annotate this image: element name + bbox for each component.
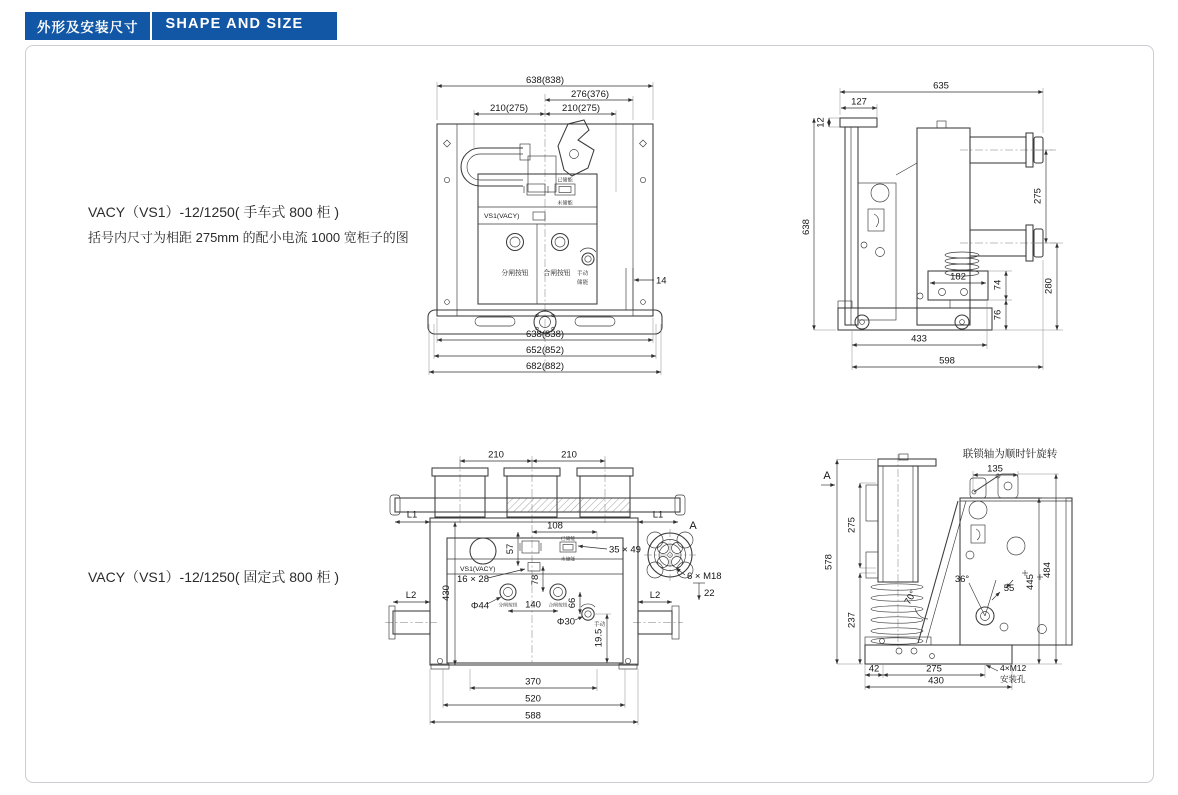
dim-445: 445 [1025, 574, 1036, 590]
dim-bottom-638: 638(838) [525, 329, 565, 340]
dim-l1-left: L1 [406, 509, 418, 521]
truck-type-note: 括号内尺寸为相距 275mm 的配小电流 1000 宽柜子的图 [88, 230, 409, 245]
dim-55: 55 [1003, 583, 1015, 594]
dim-578: 578 [823, 554, 835, 570]
dim-phi30: Φ30 [556, 616, 576, 628]
dim-66: 66 [567, 597, 578, 609]
dim-588: 588 [525, 710, 541, 722]
dim-210-left: 210(275) [489, 103, 529, 114]
open-button [507, 234, 524, 251]
mechanism-box [858, 183, 896, 320]
drawing-fixed-front [385, 435, 755, 735]
close-button [552, 234, 569, 251]
dim-42: 42 [868, 663, 880, 675]
dim-top-638: 638(838) [525, 75, 565, 86]
drawing-truck-front [420, 72, 690, 382]
mounting-holes-label: 安装孔 [1000, 674, 1026, 684]
dim-598: 598 [939, 355, 955, 367]
open-button [500, 584, 516, 600]
dim-638: 638 [801, 219, 812, 235]
lift-handle-left [475, 317, 515, 326]
dim-74: 74 [992, 279, 1004, 291]
d2-dimensions-bottom [852, 260, 1043, 370]
dim-l2-right: L2 [649, 590, 661, 601]
dim-182: 182 [950, 271, 966, 283]
model-label: VS1(VACY) [484, 213, 520, 220]
spring-state-window [527, 184, 545, 195]
d1-front-panel [478, 174, 597, 304]
dim-bottom-682: 682(882) [525, 361, 565, 372]
drawing-fixed-side [820, 430, 1120, 710]
dim-78: 78 [530, 574, 541, 586]
d4-top [821, 447, 1058, 490]
d4-right-dimensions [1012, 474, 1066, 664]
dim-370: 370 [525, 676, 541, 688]
dim-135: 135 [987, 463, 1003, 475]
dim-520: 520 [525, 693, 541, 705]
interlock-hook [558, 120, 594, 176]
charge-indicator [555, 184, 575, 195]
dim-12: 12 [815, 117, 827, 128]
dim-210-right: 210 [561, 449, 577, 461]
truck-type-caption: VACY（VS1）-12/1250( 手车式 800 柜 ) [88, 204, 340, 220]
d3-cabinet [390, 495, 697, 665]
dim-484: 484 [1042, 562, 1053, 578]
dim-57: 57 [505, 543, 516, 555]
open-button-label: 分闸按钮 [501, 270, 529, 277]
dim-275-bottom: 275 [926, 663, 942, 675]
dim-36deg: 36° [954, 574, 970, 585]
wheel-rear [955, 315, 969, 329]
panel-top-cap [840, 118, 877, 127]
dim-433: 433 [911, 333, 927, 345]
dim-140: 140 [525, 599, 541, 611]
d4-body [865, 454, 1072, 664]
section-header [25, 12, 337, 40]
dim-280: 280 [1043, 278, 1055, 294]
dim-70deg: 70° [902, 588, 920, 607]
front-panel-edge [845, 127, 858, 325]
mounting-holes-spec: 4×M12 [1000, 663, 1027, 673]
d4-left-dimensions [824, 460, 877, 665]
dim-635: 635 [933, 80, 949, 92]
uncharged-label: 未储能 [557, 200, 573, 207]
manual-label-1: 手动 [577, 271, 589, 277]
dim-14: 14 [656, 275, 667, 287]
dim-430: 430 [928, 675, 944, 687]
d3-bottom-dimensions [430, 669, 638, 725]
d2-body [838, 118, 1056, 330]
dim-210-left: 210 [488, 449, 504, 461]
charged-label: 已储能 [560, 537, 576, 542]
fixed-type-caption: VACY（VS1）-12/1250( 固定式 800 柜 ) [88, 569, 340, 585]
d3-poles [432, 459, 633, 523]
manual-charge-knob [582, 608, 594, 620]
mechanism-housing [960, 498, 1072, 645]
dim-bottom-652: 652(852) [525, 345, 565, 356]
close-button [550, 584, 566, 600]
d3-front-panel [447, 521, 641, 664]
d2-dimensions-top [801, 81, 1043, 331]
dim-108: 108 [547, 520, 563, 532]
dim-127: 127 [851, 96, 867, 108]
dim-6xm18: 6 × M18 [687, 571, 722, 582]
model-label: VS1(VACY) [460, 566, 496, 573]
dim-430: 430 [441, 585, 452, 601]
dim-phi44: Φ44 [470, 600, 490, 612]
dim-16x28: 16 × 28 [457, 574, 489, 585]
d3-top-dimensions [460, 450, 605, 469]
dim-275: 275 [1032, 188, 1044, 204]
d1-base [428, 268, 667, 334]
dim-76: 76 [992, 309, 1004, 321]
lift-handle-right [575, 317, 615, 326]
manual-label-2: 储能 [577, 280, 589, 286]
dim-35x49: 35 × 49 [609, 544, 641, 556]
dim-22: 22 [704, 588, 715, 599]
uncharged-label: 未储能 [560, 557, 576, 563]
view-a-label: A [689, 520, 697, 532]
drawing-truck-side [800, 75, 1080, 375]
charge-indicator [560, 542, 576, 552]
dim-276: 276(376) [570, 89, 610, 100]
dim-210-right: 210(275) [561, 103, 601, 114]
charged-label: 已储能 [557, 177, 573, 184]
fixed-base [865, 645, 1012, 664]
section-title-en: SHAPE AND SIZE [152, 12, 338, 40]
d4-bottom-dimensions [865, 663, 1026, 690]
dim-19-5: 19.5 [593, 628, 605, 648]
close-button-label: 合闸按钮 [548, 603, 568, 609]
interlock-note: 联锁轴为顺时针旋转 [962, 448, 1058, 460]
section-title-zh: 外形及安装尺寸 [25, 12, 150, 40]
dim-237: 237 [846, 612, 858, 628]
open-button-label: 分闸按钮 [498, 603, 518, 609]
wheel-front [855, 315, 869, 329]
inspection-window [470, 538, 496, 564]
manual-label: 手动 [594, 622, 606, 628]
manual-charge-knob [582, 253, 594, 265]
dim-l2-left: L2 [405, 590, 417, 601]
dim-l1-right: L1 [652, 509, 664, 521]
close-button-label: 合闸按钮 [543, 270, 571, 277]
dim-275: 275 [846, 517, 858, 533]
view-a-label: A [823, 470, 831, 482]
